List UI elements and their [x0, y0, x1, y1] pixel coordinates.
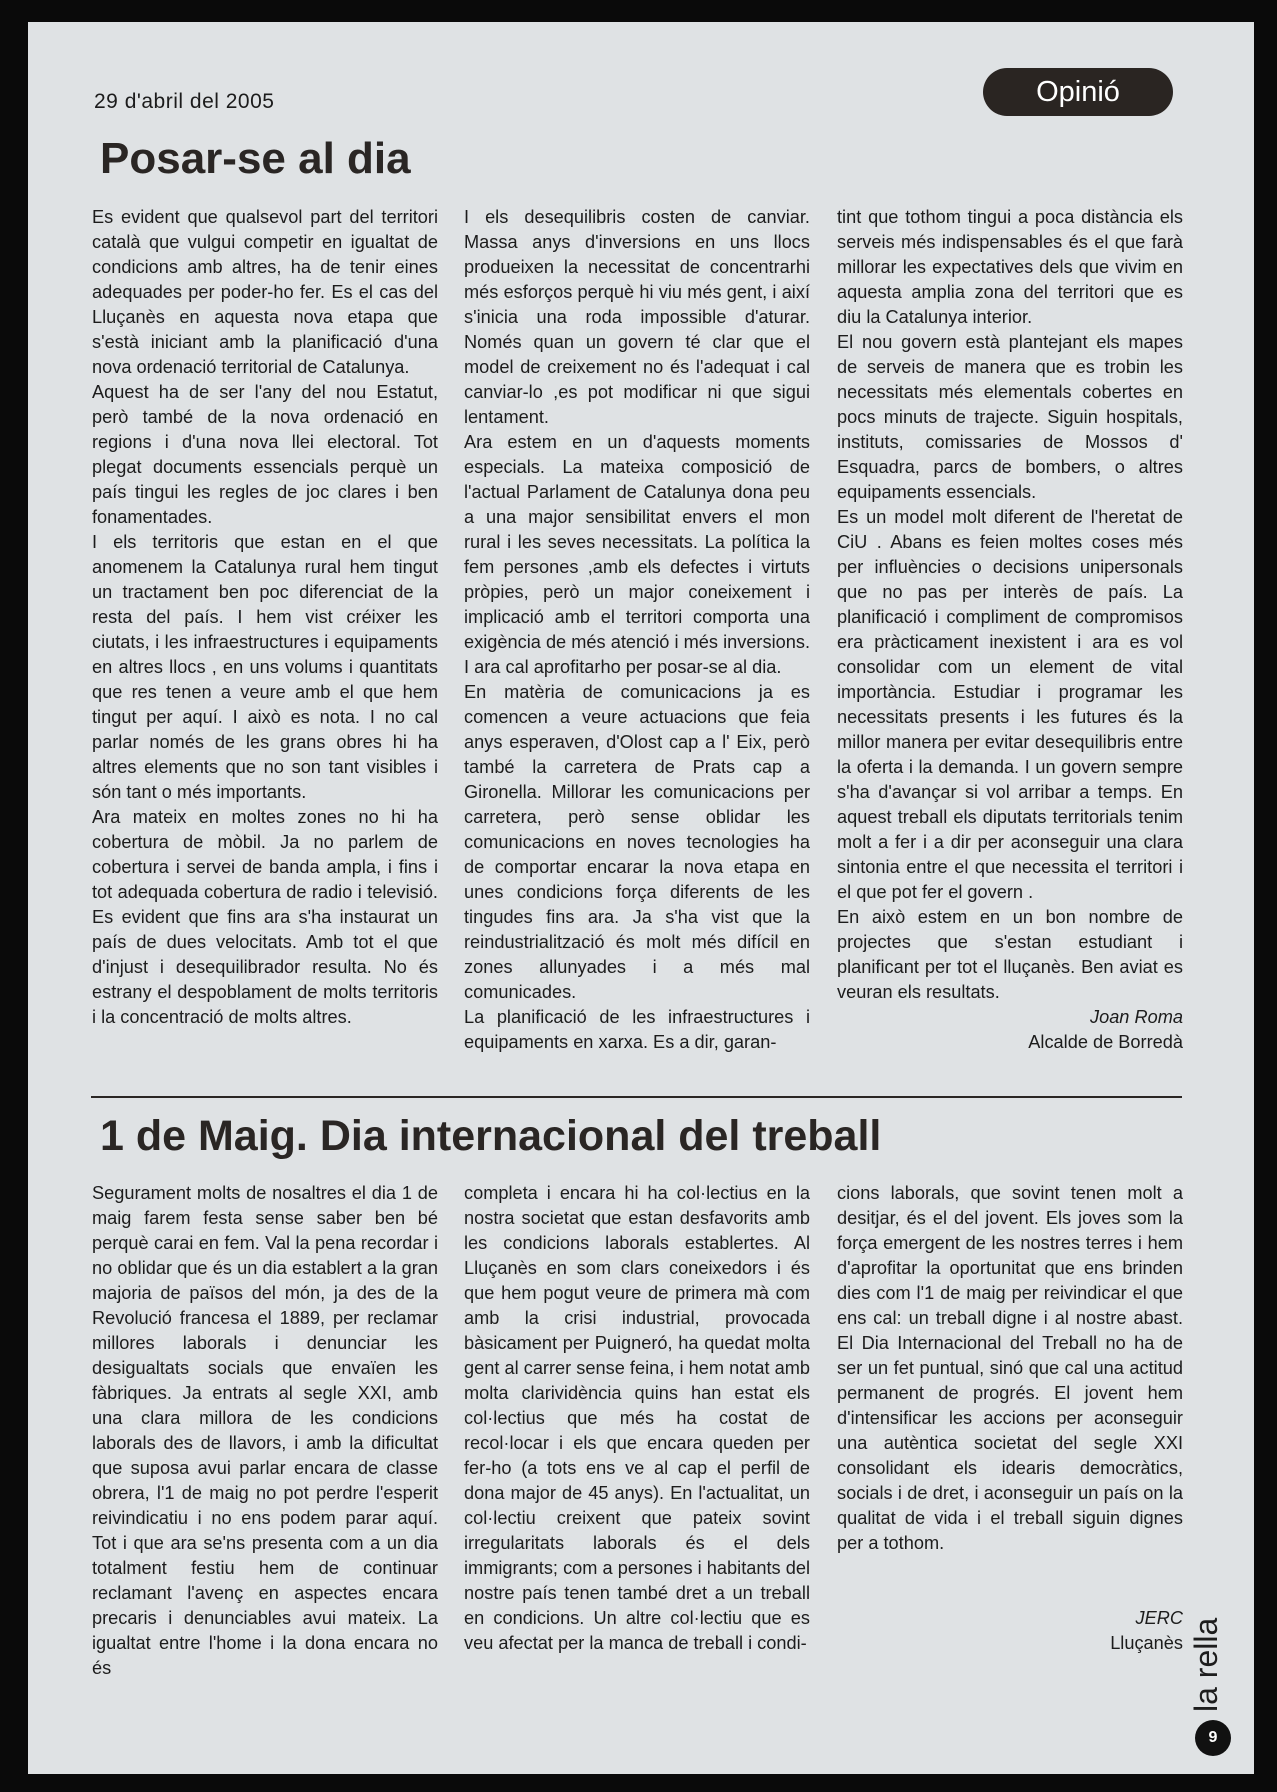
- magazine-logo: la rella: [1188, 1617, 1224, 1712]
- paragraph: Es un model molt diferent de l'heretat de CiU . Abans es feien moltes coses més per influències o decisions unipersonals que no pas per interès de país. La planificació i compliment de compromisos era pràcticament inexistent i ara es vol consolidar com un element de vital importància. Estudiar i programar les necessitats presents i les futures és la millor manera per evitar desequilibris entre la oferta i la demanda. I un govern sempre s'ha d'avançar si vol arribar a temps. En aquest treball els diputats territorials tenim molt a fer i a dir per aconseguir una clara sintonia entre el que necessita el territori i el que pot fer el govern .: [837, 507, 1183, 902]
- section-divider: [91, 1096, 1182, 1098]
- author-role: Lluçanès: [1110, 1633, 1183, 1653]
- paragraph: En això estem en un bon nombre de projectes que s'estan estudiant i planificant per tot el lluçanès. Ben aviat es veuran els resultats.: [837, 907, 1183, 1002]
- section-badge: Opinió: [983, 68, 1173, 116]
- paragraph: cions laborals, que sovint tenen molt a desitjar, és el del jovent. Els joves som la força emergent de les nostres terres i hem d'aprofitar la oportunitat que ens brinden dies com l'1 de maig per reivindicar el que ens cal: un treball digne i al nostre abast. El Dia Internacional del Treball no ha de ser un fet puntual, sinó que cal una actitud permanent de progrés. El jovent hem d'intensificar les accions per aconseguir una autèntica societat del segle XXI consolidant els idearis democràtics, socials i de dret, i aconseguir un país on la qualitat de vida i el treball siguin dignes per a tothom.: [837, 1183, 1183, 1553]
- author-name: JERC: [1135, 1608, 1183, 1628]
- page-number-badge: 9: [1195, 1720, 1231, 1756]
- paragraph: Ara mateix en moltes zones no hi ha cobertura de mòbil. Ja no parlem de cobertura i servei de banda ampla, i fins i tot adequada cobertura de radio i televisió. Es evident que fins ara s'ha instaurat un país de dues velocitats. Amb tot el que d'injust i desequilibrador resulta. No és estrany el despoblament de molts territoris i la concentració de molts altres.: [92, 807, 438, 1027]
- article-column-1: [92, 205, 438, 1030]
- article-column-3: [837, 205, 1183, 1055]
- paragraph: I els desequilibris costen de canviar. Massa anys d'inversions en uns llocs produeixen la necessitat de concentrarhi més esforços perquè hi viu més gent, i així s'inicia una roda impossible d'aturar. Només quan un govern té clar que el model de creixement no és l'adequat i cal canviar-lo ,es pot modificar ni que sigui lentament.: [464, 207, 810, 427]
- paragraph: El nou govern està plantejant els mapes de serveis de manera que es trobin les necessitats més elementals cobertes en pocs minuts de trajecte. Siguin hospitals, instituts, comissaries de Mossos d' Esquadra, parcs de bombers, o altres equipaments essencials.: [837, 332, 1183, 502]
- paragraph: I els territoris que estan en el que anomenem la Catalunya rural hem tingut un tractament ben poc diferenciat de la resta del país. I hem vist créixer les ciutats, i les infraestructures i equipaments en altres llocs , en uns volums i quantitats que res tenen a veure amb el que hem tingut per aquí. I això es nota. I no cal parlar només de les grans obres hi ha altres elements que no son tant visibles i són tant o més importants.: [92, 532, 438, 802]
- article-column-3: [837, 1181, 1183, 1656]
- article-column-1: [92, 1181, 438, 1681]
- signature: [837, 1606, 1183, 1656]
- issue-date: 29 d'abril del 2005: [94, 90, 275, 113]
- paragraph: Es evident que qualsevol part del territori català que vulgui competir en igualtat de condicions amb altres, ha de tenir eines adequades per poder-ho fer. Es el cas del Lluçanès en aquesta nova etapa que s'està iniciant amb la planificació d'una nova ordenació territorial de Catalunya.: [92, 207, 438, 377]
- newspaper-page: [28, 22, 1254, 1774]
- paragraph: completa i encara hi ha col·lectius en la nostra societat que estan desfavorits amb les condicions laborals establertes. Al Lluçanès en som clars coneixedors i és que hem pogut veure de primera mà com amb la crisi industrial, provocada bàsicament per Puigneró, ha quedat molta gent al carrer sense feina, i hem notat amb molta clarividència quins han estat els col·lectius que més ha costat de recol·locar i els que encara queden per fer-ho (a tots ens ve al cap el perfil de dona major de 45 anys). En l'actualitat, un col·lectiu creixent que pateix sovint irregularitats laborals és el dels immigrants; com a persones i habitants del nostre país tenen també dret a un treball en condicions. Un altre col·lectiu que es veu afectat per la manca de treball i condi-: [464, 1183, 810, 1653]
- paragraph: tint que tothom tingui a poca distància els serveis més indispensables és el que farà millorar les expectatives dels que vivim en aquesta amplia zona del territori que es diu la Catalunya interior.: [837, 207, 1183, 327]
- article-title: Posar-se al dia: [100, 134, 411, 183]
- paragraph: La planificació de les infraestructures i equipaments en xarxa. Es a dir, garan-: [464, 1007, 810, 1052]
- article-title: 1 de Maig. Dia internacional del treball: [100, 1112, 882, 1160]
- paragraph: Aquest ha de ser l'any del nou Estatut, però també de la nova ordenació en regions i d'una nova llei electoral. Tot plegat documents essencials perquè un país tingui les regles de joc clares i ben fonamentades.: [92, 382, 438, 527]
- author-name: Joan Roma: [1089, 1007, 1183, 1027]
- article-column-2: [464, 1181, 810, 1656]
- signature: [837, 1005, 1183, 1055]
- author-role: Alcalde de Borredà: [1028, 1032, 1183, 1052]
- article-column-2: [464, 205, 810, 1055]
- paragraph: Segurament molts de nosaltres el dia 1 de maig farem festa sense saber ben bé perquè carai en fem. Val la pena recordar i no oblidar que és un dia establert a la gran majoria de països del món, ja des de la Revolució francesa el 1889, per reclamar millores laborals i denunciar les desigualtats socials que envaïen les fàbriques. Ja entrats al segle XXI, amb una clara millora de les condicions laborals des de llavors, i amb la dificultat que suposa avui parlar encara de classe obrera, l'1 de maig no pot perdre l'esperit reivindicatiu i no ens podem parar aquí. Tot i que ara se'ns presenta com a un dia totalment festiu hem de continuar reclamant l'avenç en aspectes encara precaris i denunciables avui mateix. La igualtat entre l'home i la dona encara no és: [92, 1183, 438, 1678]
- paragraph: Ara estem en un d'aquests moments especials. La mateixa composició de l'actual Parlament de Catalunya dona peu a una major sensibilitat envers el mon rural i les seves necessitats. La política la fem persones ,amb els defectes i virtuts pròpies, però un major coneixement i implicació amb el territori comporta una exigència de més atenció i més inversions. I ara cal aprofitarho per posar-se al dia.: [464, 432, 810, 677]
- paragraph: En matèria de comunicacions ja es comencen a veure actuacions que feia anys esperaven, d'Olost cap a l' Eix, però també la carretera de Prats cap a Gironella. Millorar les comunicacions per carretera, però sense oblidar les comunicacions en noves tecnologies ha de comportar encarar la nova etapa en unes condicions força diferents de les tingudes fins ara. Ja s'ha vist que la reindustrialització és molt més difícil en zones allunyades i a més mal comunicades.: [464, 682, 810, 1002]
